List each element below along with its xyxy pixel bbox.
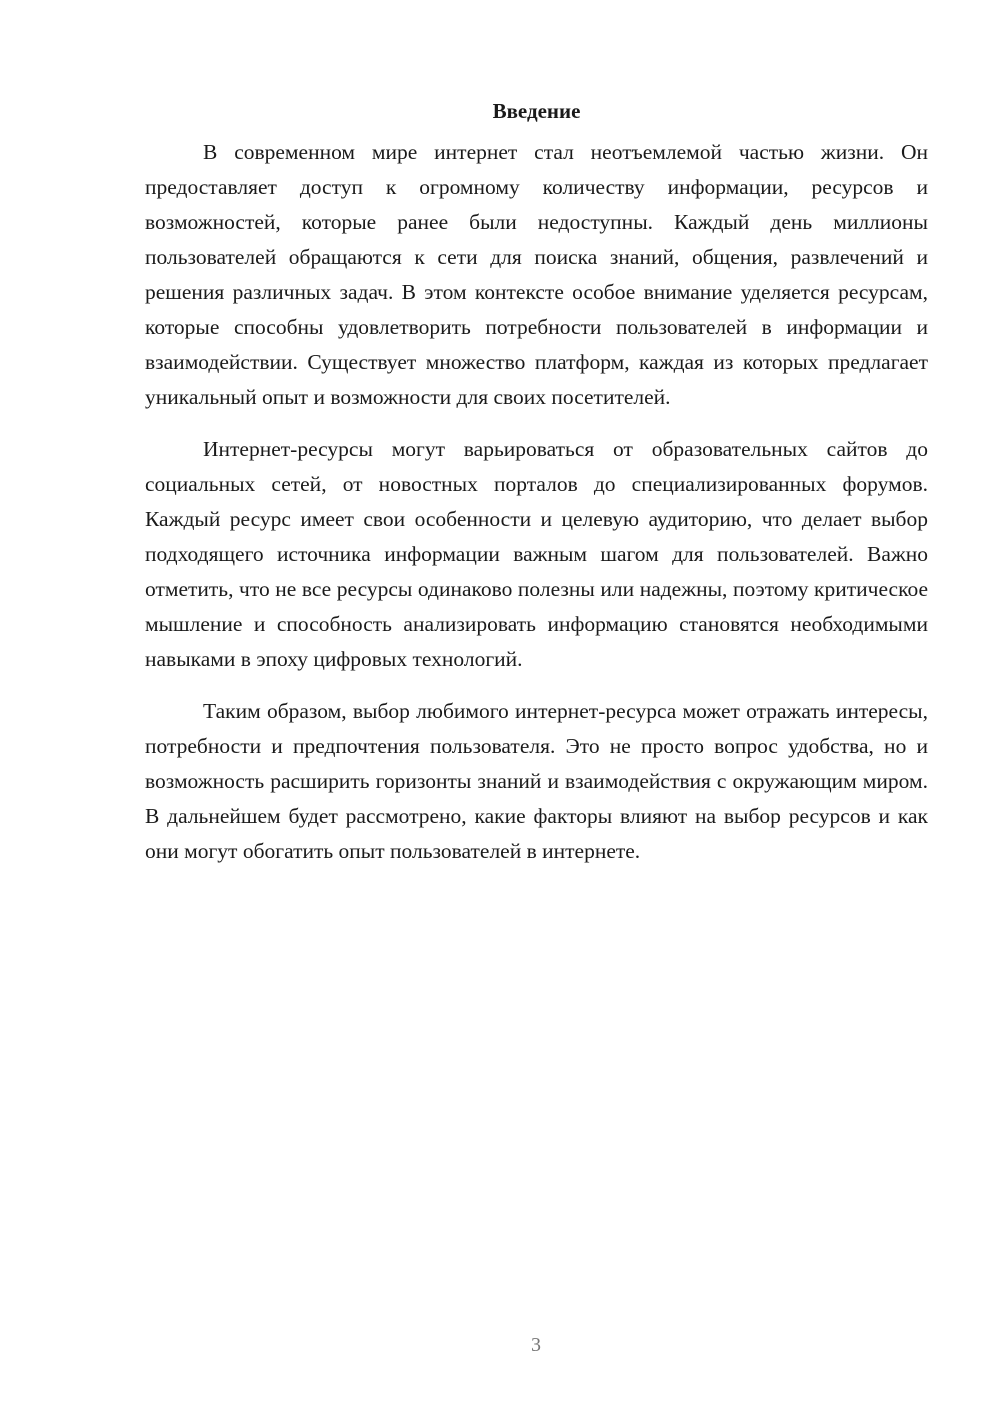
paragraph-1: В современном мире интернет стал неотъемлемой частью жизни. Он предоставляет доступ к огромному количеству информации, ресурсов и возможностей, которые ранее были недоступны. Каждый день миллионы пользователей обращаются к сети для поиска знаний, общения, развлечений и решения различных задач. В этом контексте особое внимание уделяется ресурсам, которые способны удовлетворить потребности пользователей в информации и взаимодействии. Существует множество платформ, каждая из которых предлагает уникальный опыт и возможности для своих посетителей. bbox=[145, 140, 928, 409]
page-content bbox=[145, 97, 928, 886]
section-title: Введение bbox=[492, 99, 581, 123]
paragraph-3: Таким образом, выбор любимого интернет-ресурса может отражать интересы, потребности и предпочтения пользователя. Это не просто вопрос удобства, но и возможность расширить горизонты знаний и взаимодействия с окружающим миром. В дальнейшем будет рассмотрено, какие факторы влияют на выбор ресурсов и как они могут обогатить опыт пользователей в интернете. bbox=[145, 699, 928, 863]
paragraph-2: Интернет-ресурсы могут варьироваться от образовательных сайтов до социальных сетей, от новостных порталов до специализированных форумов. Каждый ресурс имеет свои особенности и целевую аудиторию, что делает выбор подходящего источника информации важным шагом для пользователей. Важно отметить, что не все ресурсы одинаково полезны или надежны, поэтому критическое мышление и способность анализировать информацию становятся необходимыми навыками в эпоху цифровых технологий. bbox=[145, 437, 928, 671]
page-number: 3 bbox=[531, 1334, 541, 1356]
